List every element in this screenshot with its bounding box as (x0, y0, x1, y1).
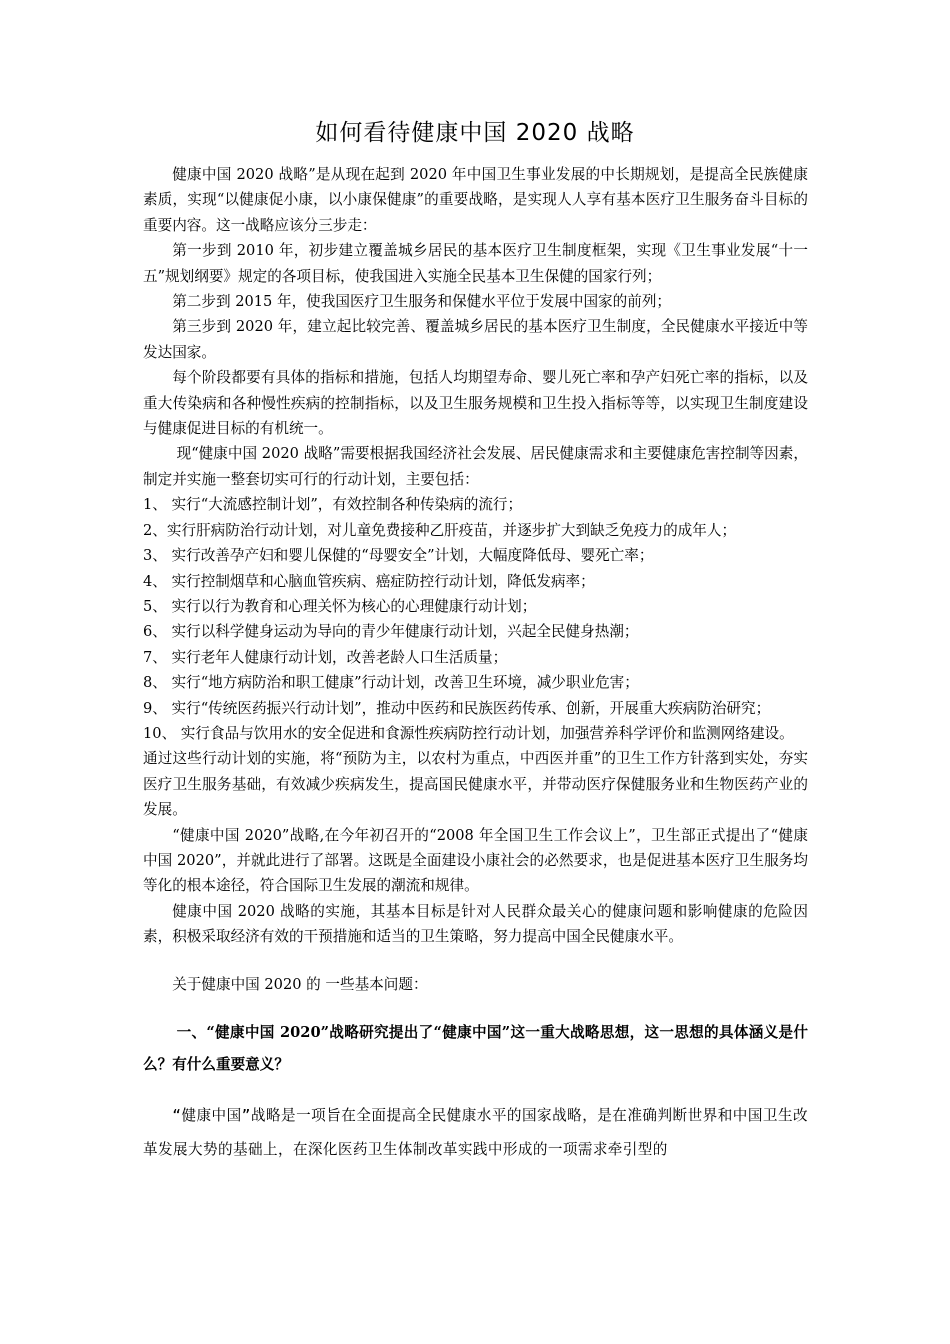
list-item: 4、 实行控制烟草和心脑血管疾病、癌症防控行动计划，降低发病率； (143, 572, 595, 590)
list-item: 8、 实行“地方病防治和职工健康”行动计划，改善卫生环境，减少职业危害； (143, 674, 639, 692)
step-one-paragraph: 第一步到 2010 年，初步建立覆盖城乡居民的基本医疗卫生制度框架，实现《卫生事业发展“十一五”规划纲要》规定的各项目标，使我国进入实施全民基本卫生保健的国家行列； (143, 242, 808, 285)
action-plan-intro: 现“健康中国 2020 战略”需要根据我国经济社会发展、居民健康需求和主要健康危害控制等因素，制定并实施一整套切实可行的行动计划，主要包括： (143, 445, 808, 488)
list-item: 7、 实行老年人健康行动计划，改善老龄人口生活质量； (143, 648, 508, 666)
sub-heading: 关于健康中国 2020 的 一些基本问题： (172, 975, 428, 993)
answer-paragraph: “健康中国”战略是一项旨在全面提高全民健康水平的国家战略，是在准确判断世界和中国卫生改革发展大势的基础上，在深化医药卫生体制改革实践中形成的一项需求牵引型的 (143, 1107, 808, 1158)
indicators-paragraph: 每个阶段都要有具体的指标和措施，包括人均期望寿命、婴儿死亡率和孕产妇死亡率的指标，以及重大传染病和各种慢性疾病的控制指标，以及卫生服务规模和卫生投入指标等等，以实现卫生制度建设与健康促进目标的有机统一。 (143, 369, 808, 438)
conference-paragraph: “健康中国 2020”战略,在今年初召开的“2008 年全国卫生工作会议上”，卫生部正式提出了“健康中国 2020”，并就此进行了部署。这既是全面建设小康社会的必然要求，也是促进基本医疗卫生服务均等化的根本途径，符合国际卫生发展的潮流和规律。 (143, 826, 808, 895)
list-item: 3、 实行改善孕产妇和婴儿保健的“母婴安全”计划，大幅度降低母、婴死亡率； (143, 547, 654, 565)
intro-paragraph: 健康中国 2020 战略”是从现在起到 2020 年中国卫生事业发展的中长期规划，是提高全民族健康素质，实现“以健康促小康，以小康保健康”的重要战略，是实现人人享有基本医疗卫生服务奋斗目标的重要内容。这一战略应该分三步走： (143, 166, 808, 234)
list-item: 2、实行肝病防治行动计划，对儿童免费接种乙肝疫苗，并逐步扩大到缺乏免疫力的成年人； (143, 521, 737, 539)
step-two-paragraph: 第二步到 2015 年，使我国医疗卫生服务和保健水平位于发展中国家的前列； (172, 293, 672, 311)
document-title: 如何看待健康中国 2020 战略 (315, 120, 635, 146)
list-item: 9、 实行“传统医药振兴行动计划”，推动中医药和民族医药传承、创新，开展重大疾病防治研究； (143, 699, 771, 717)
list-item: 10、 实行食品与饮用水的安全促进和食源性疾病防控行动计划，加强营养科学评价和监测网络建设。 (143, 724, 794, 742)
document-body (143, 162, 808, 1167)
section-heading: 一、“健康中国 2020”战略研究提出了“健康中国”这一重大战略思想，这一思想的具体涵义是什么？有什么重要意义？ (143, 1024, 808, 1073)
list-item: 6、 实行以科学健身运动为导向的青少年健康行动计划，兴起全民健身热潮； (143, 623, 639, 641)
goal-paragraph: 健康中国 2020 战略的实施，其基本目标是针对人民群众最关心的健康问题和影响健康的危险因素，积极采取经济有效的干预措施和适当的卫生策略，努力提高中国全民健康水平。 (143, 902, 808, 946)
list-item: 5、 实行以行为教育和心理关怀为核心的心理健康行动计划； (143, 597, 537, 615)
step-three-paragraph: 第三步到 2020 年，建立起比较完善、覆盖城乡居民的基本医疗卫生制度，全民健康水平接近中等发达国家。 (143, 318, 808, 361)
list-item: 1、 实行“大流感控制计划”，有效控制各种传染病的流行； (143, 496, 523, 514)
after-list-paragraph: 通过这些行动计划的实施，将“预防为主，以农村为重点，中西医并重”的卫生工作方针落到实处，夯实医疗卫生服务基础，有效减少疾病发生，提高国民健康水平，并带动医疗保健服务业和生物医药产业的发展。 (143, 750, 808, 819)
